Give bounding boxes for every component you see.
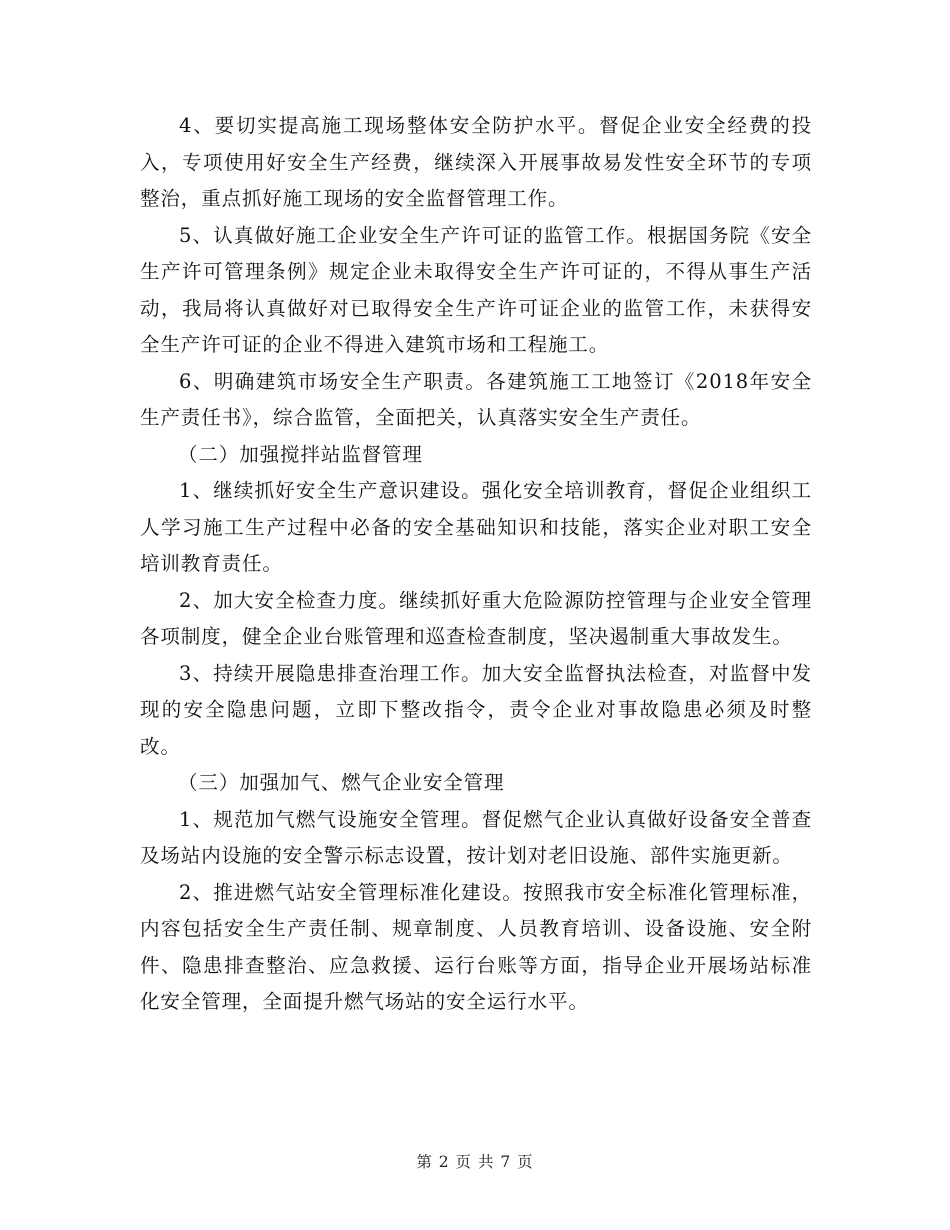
item-6-market-safety-responsibility: 6、明确建筑市场安全生产职责。各建筑施工工地签订《2018年安全生产责任书》，综合监管，全面把关，认真落实安全生产责任。 [140,369,812,429]
page-number-footer: 第 2 页 共 7 页 [416,1153,534,1171]
section-3-item-1: 1、规范加气燃气设施安全管理。督促燃气企业认真做好设备安全普查及场站内设施的安全警示标志设置，按计划对老旧设施、部件实施更新。 [140,807,812,867]
section-2-heading: （二）加强搅拌站监督管理 [178,442,423,466]
document-body [140,108,812,1021]
section-2-item-2: 2、加大安全检查力度。继续抓好重大危险源防控管理与企业安全管理各项制度，健全企业台账管理和巡查检查制度，坚决遏制重大事故发生。 [140,588,812,648]
item-4-site-safety-protection: 4、要切实提高施工现场整体安全防护水平。督促企业安全经费的投入，专项使用好安全生产经费，继续深入开展事故易发性安全环节的专项整治，重点抓好施工现场的安全监督管理工作。 [140,114,812,210]
item-5-safety-license-supervision: 5、认真做好施工企业安全生产许可证的监管工作。根据国务院《安全生产许可管理条例》规定企业未取得安全生产许可证的，不得从事生产活动，我局将认真做好对已取得安全生产许可证企业的监管工作，未获得安全生产许可证的企业不得进入建筑市场和工程施工。 [140,223,812,356]
section-3-heading: （三）加强加气、燃气企业安全管理 [178,771,505,794]
section-3-item-2: 2、推进燃气站安全管理标准化建设。按照我市安全标准化管理标准，内容包括安全生产责任制、规章制度、人员教育培训、设备设施、安全附件、隐患排查整治、应急救援、运行台账等方面，指导企业开展场站标准化安全管理，全面提升燃气场站的安全运行水平。 [140,880,812,1013]
section-2-item-1: 1、继续抓好安全生产意识建设。强化安全培训教育，督促企业组织工人学习施工生产过程中必备的安全基础知识和技能，落实企业对职工安全培训教育责任。 [140,479,812,575]
section-2-item-3: 3、持续开展隐患排查治理工作。加大安全监督执法检查，对监督中发现的安全隐患问题，立即下整改指令，责令企业对事故隐患必须及时整改。 [140,661,812,758]
